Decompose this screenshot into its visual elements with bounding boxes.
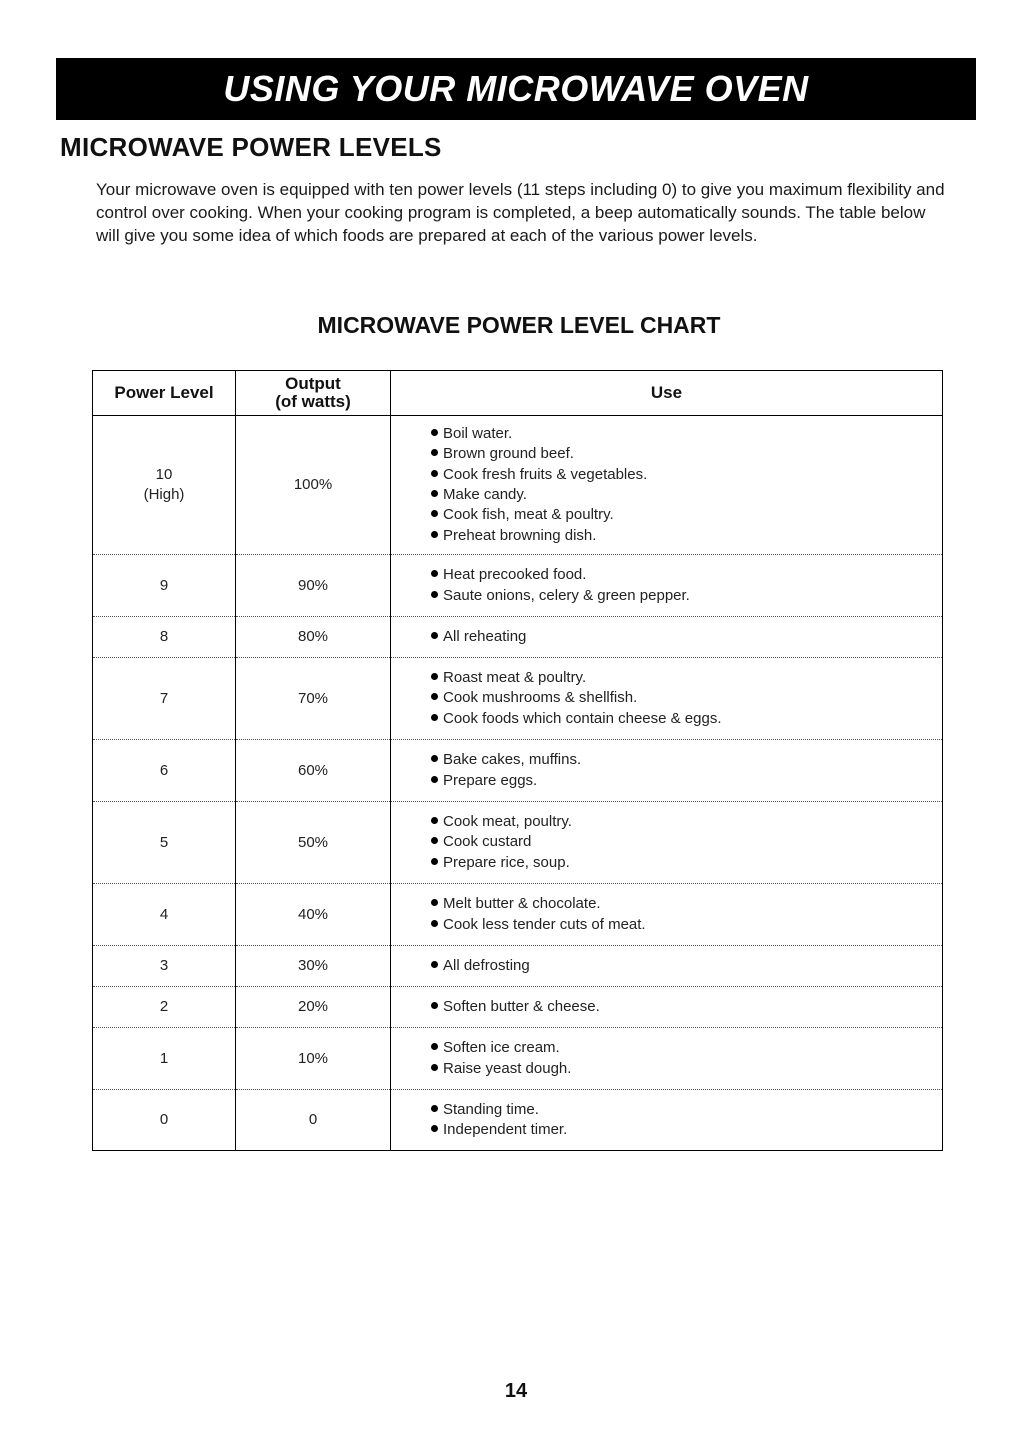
- use-text: Raise yeast dough.: [443, 1059, 572, 1077]
- power-level-cell: [93, 1028, 236, 1090]
- use-cell: [391, 416, 943, 555]
- power-level-cell: [93, 802, 236, 884]
- use-text: Cook fresh fruits & vegetables.: [443, 465, 648, 483]
- list-item: [431, 505, 942, 525]
- use-text: Bake cakes, muffins.: [443, 751, 582, 769]
- list-item: [431, 565, 942, 585]
- bullet-icon: [431, 1043, 438, 1050]
- bullet-icon: [431, 693, 438, 700]
- power-level-cell: [93, 740, 236, 802]
- use-cell: [391, 617, 943, 658]
- power-level-cell: [93, 987, 236, 1028]
- power-level-value: 1: [159, 1049, 169, 1067]
- bullet-icon: [431, 899, 438, 906]
- bullet-icon: [431, 817, 438, 824]
- power-level-value: 8: [159, 628, 169, 645]
- bullet-icon: [431, 920, 438, 927]
- list-item: [431, 1120, 942, 1140]
- use-list: [431, 997, 942, 1017]
- header-power-level: Power Level: [93, 371, 236, 416]
- table-header-row: [93, 371, 943, 416]
- output-cell: 40%: [236, 884, 391, 946]
- use-list: [431, 956, 942, 976]
- output-cell: 90%: [236, 555, 391, 617]
- use-list: [431, 1038, 942, 1079]
- power-level-cell: [93, 658, 236, 740]
- bullet-icon: [431, 1105, 438, 1112]
- use-text: All defrosting: [443, 956, 530, 974]
- bullet-icon: [431, 837, 438, 844]
- bullet-icon: [431, 673, 438, 680]
- power-level-cell: [93, 416, 236, 555]
- use-list: [431, 750, 942, 791]
- use-text: Standing time.: [443, 1100, 539, 1118]
- use-text: Heat precooked food.: [443, 566, 587, 584]
- header-use: Use: [391, 371, 943, 416]
- table-row: [93, 416, 943, 555]
- list-item: [431, 956, 942, 976]
- use-text: Brown ground beef.: [443, 445, 574, 463]
- power-level-cell: [93, 617, 236, 658]
- use-text: Soften ice cream.: [443, 1039, 560, 1057]
- list-item: [431, 1100, 942, 1120]
- use-cell: [391, 1090, 943, 1151]
- use-list: [431, 894, 942, 935]
- bullet-icon: [431, 1002, 438, 1009]
- list-item: [431, 997, 942, 1017]
- list-item: [431, 771, 942, 791]
- output-cell: 10%: [236, 1028, 391, 1090]
- list-item: [431, 688, 942, 708]
- power-level-value: 0: [159, 1111, 169, 1128]
- use-cell: [391, 658, 943, 740]
- output-cell: 80%: [236, 617, 391, 658]
- use-list: [431, 812, 942, 873]
- table-row: [93, 617, 943, 658]
- power-level-value: 4: [159, 905, 169, 923]
- table-row: [93, 555, 943, 617]
- list-item: [431, 832, 942, 852]
- bullet-icon: [431, 510, 438, 517]
- bullet-icon: [431, 429, 438, 436]
- use-text: Soften butter & cheese.: [443, 997, 600, 1015]
- bullet-icon: [431, 570, 438, 577]
- power-level-value: 7: [159, 689, 169, 707]
- use-cell: [391, 555, 943, 617]
- power-level-value: 3: [159, 957, 169, 974]
- list-item: [431, 750, 942, 770]
- table-row: [93, 946, 943, 987]
- table-row: [93, 884, 943, 946]
- list-item: [431, 586, 942, 606]
- power-level-cell: [93, 946, 236, 987]
- power-level-value: 9: [159, 576, 169, 594]
- table-row: [93, 1090, 943, 1151]
- use-text: Prepare eggs.: [443, 771, 538, 789]
- list-item: [431, 627, 942, 647]
- bullet-icon: [431, 961, 438, 968]
- use-text: Make candy.: [443, 486, 527, 503]
- header-output-line1: Output: [285, 374, 341, 393]
- list-item: [431, 1059, 942, 1079]
- list-item: [431, 812, 942, 832]
- power-level-note: (High): [143, 486, 185, 503]
- use-text: Cook meat, poultry.: [443, 812, 572, 830]
- bullet-icon: [431, 449, 438, 456]
- page-number: 14: [504, 1380, 528, 1402]
- power-level-value: 5: [159, 833, 169, 851]
- bullet-icon: [431, 1064, 438, 1071]
- list-item: [431, 853, 942, 873]
- use-cell: [391, 987, 943, 1028]
- use-text: All reheating: [443, 627, 527, 645]
- list-item: [431, 485, 942, 505]
- bullet-icon: [431, 591, 438, 598]
- bullet-icon: [431, 531, 438, 538]
- bullet-icon: [431, 755, 438, 762]
- bullet-icon: [431, 470, 438, 477]
- list-item: [431, 444, 942, 464]
- use-list: [431, 1100, 942, 1141]
- intro-paragraph: Your microwave oven is equipped with ten power levels (11 steps including 0) to give you maximum flexibility and control over cooking. When your cooking program is completed, a beep automatically sounds. The table below will give you some idea of which foods are prepared at each of the various power levels.: [96, 180, 945, 245]
- use-list: [431, 668, 942, 729]
- table-row: [93, 658, 943, 740]
- use-text: Roast meat & poultry.: [443, 668, 587, 686]
- use-cell: [391, 740, 943, 802]
- use-text: Boil water.: [443, 424, 513, 442]
- use-text: Cook foods which contain cheese & eggs.: [443, 709, 722, 727]
- power-level-table: [92, 370, 943, 1151]
- list-item: [431, 668, 942, 688]
- power-level-cell: [93, 1090, 236, 1151]
- bullet-icon: [431, 1125, 438, 1132]
- table-row: [93, 987, 943, 1028]
- power-level-cell: [93, 555, 236, 617]
- use-text: Independent timer.: [443, 1121, 568, 1138]
- power-level-cell: [93, 884, 236, 946]
- use-cell: [391, 884, 943, 946]
- use-cell: [391, 1028, 943, 1090]
- use-text: Cook less tender cuts of meat.: [443, 915, 646, 933]
- page-banner: [56, 58, 976, 120]
- output-cell: 30%: [236, 946, 391, 987]
- bullet-icon: [431, 776, 438, 783]
- section-title: MICROWAVE POWER LEVELS: [60, 132, 442, 162]
- bullet-icon: [431, 714, 438, 721]
- banner-title: USING YOUR MICROWAVE OVEN: [223, 68, 809, 109]
- list-item: [431, 915, 942, 935]
- use-text: Cook fish, meat & poultry.: [443, 506, 614, 524]
- use-text: Preheat browning dish.: [443, 526, 597, 544]
- use-text: Cook custard: [443, 833, 532, 851]
- output-cell: 50%: [236, 802, 391, 884]
- use-list: [431, 424, 942, 546]
- use-cell: [391, 802, 943, 884]
- use-text: Melt butter & chocolate.: [443, 895, 601, 913]
- use-cell: [391, 946, 943, 987]
- list-item: [431, 526, 942, 546]
- output-cell: 20%: [236, 987, 391, 1028]
- chart-title: MICROWAVE POWER LEVEL CHART: [317, 312, 721, 338]
- header-output: [236, 371, 391, 416]
- table-body: [93, 416, 943, 1151]
- bullet-icon: [431, 858, 438, 865]
- use-text: Cook mushrooms & shellfish.: [443, 689, 638, 707]
- power-level-value: 10: [155, 466, 173, 483]
- table-row: [93, 1028, 943, 1090]
- list-item: [431, 709, 942, 729]
- list-item: [431, 1038, 942, 1058]
- output-cell: 60%: [236, 740, 391, 802]
- use-list: [431, 627, 942, 647]
- power-level-value: 2: [159, 998, 169, 1015]
- output-cell: 0: [236, 1090, 391, 1151]
- bullet-icon: [431, 632, 438, 639]
- use-list: [431, 565, 942, 606]
- power-level-table-container: [92, 370, 942, 1151]
- use-text: Prepare rice, soup.: [443, 853, 570, 871]
- output-cell: 100%: [236, 416, 391, 555]
- table-row: [93, 802, 943, 884]
- list-item: [431, 465, 942, 485]
- list-item: [431, 894, 942, 914]
- table-row: [93, 740, 943, 802]
- output-cell: 70%: [236, 658, 391, 740]
- bullet-icon: [431, 490, 438, 497]
- use-text: Saute onions, celery & green pepper.: [443, 586, 690, 604]
- list-item: [431, 424, 942, 444]
- header-output-line2: (of watts): [275, 392, 351, 411]
- power-level-value: 6: [159, 761, 169, 779]
